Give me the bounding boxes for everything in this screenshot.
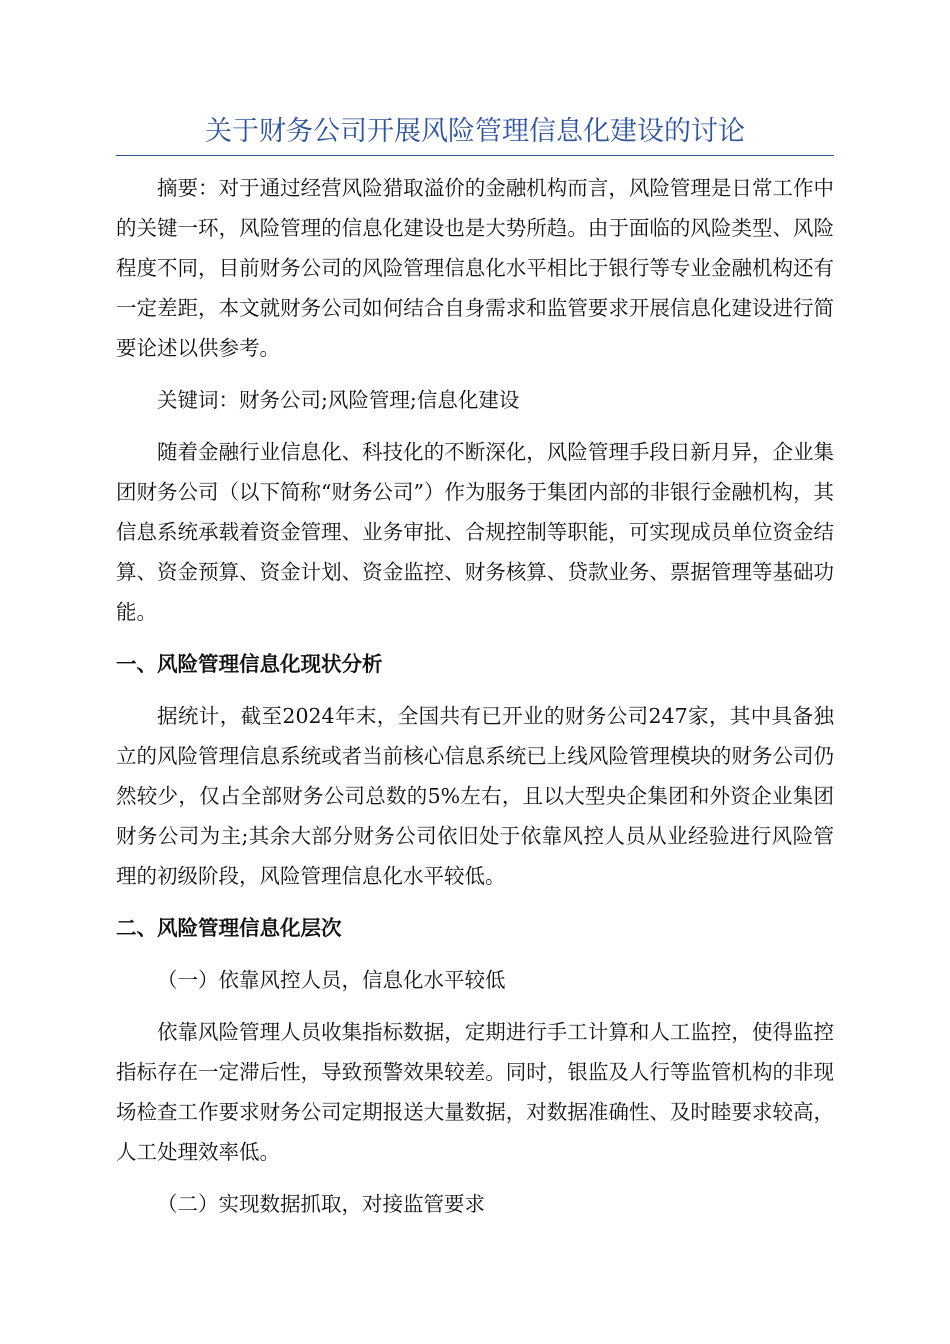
section-2-heading: 二、风险管理信息化层次 [116,916,342,940]
section-1-heading: 一、风险管理信息化现状分析 [116,652,383,676]
intro-paragraph: 随着金融行业信息化、科技化的不断深化，风险管理手段日新月异，企业集团财务公司（以下简称“财务公司”）作为服务于集团内部的非银行金融机构，其信息系统承载着资金管理、业务审批、合规控制等职能，可实现成员单位资金结算、资金预算、资金计划、资金监控、财务核算、贷款业务、票据管理等基础功能。 [116,440,834,624]
keywords-line: 关键词：财务公司;风险管理;信息化建设 [157,388,520,412]
section-1-paragraph: 据统计，截至2024年末，全国共有已开业的财务公司247家，其中具备独立的风险管理信息系统或者当前核心信息系统已上线风险管理模块的财务公司仍然较少，仅占全部财务公司总数的5%左右，且以大型央企集团和外资企业集团财务公司为主;其余大部分财务公司依旧处于依靠风控人员从业经验进行风险管理的初级阶段，风险管理信息化水平较低。 [116,704,834,888]
title-underline [116,155,834,156]
abstract-paragraph: 摘要：对于通过经营风险猎取溢价的金融机构而言，风险管理是日常工作中的关键一环，风险管理的信息化建设也是大势所趋。由于面临的风险类型、风险程度不同，目前财务公司的风险管理信息化水平相比于银行等专业金融机构还有一定差距，本文就财务公司如何结合自身需求和监管要求开展信息化建设进行简要论述以供参考。 [116,176,834,360]
subsection-2-heading: （二）实现数据抓取，对接监管要求 [157,1192,485,1216]
document-title: 关于财务公司开展风险管理信息化建设的讨论 [205,116,745,147]
subsection-1-paragraph: 依靠风险管理人员收集指标数据，定期进行手工计算和人工监控，使得监控指标存在一定滞后性，导致预警效果较差。同时，银监及人行等监管机构的非现场检查工作要求财务公司定期报送大量数据，对数据准确性、及时睦要求较高，人工处理效率低。 [116,1020,834,1164]
document-body [116,168,834,1236]
subsection-1-heading: （一）依靠风控人员，信息化水平较低 [157,968,506,992]
